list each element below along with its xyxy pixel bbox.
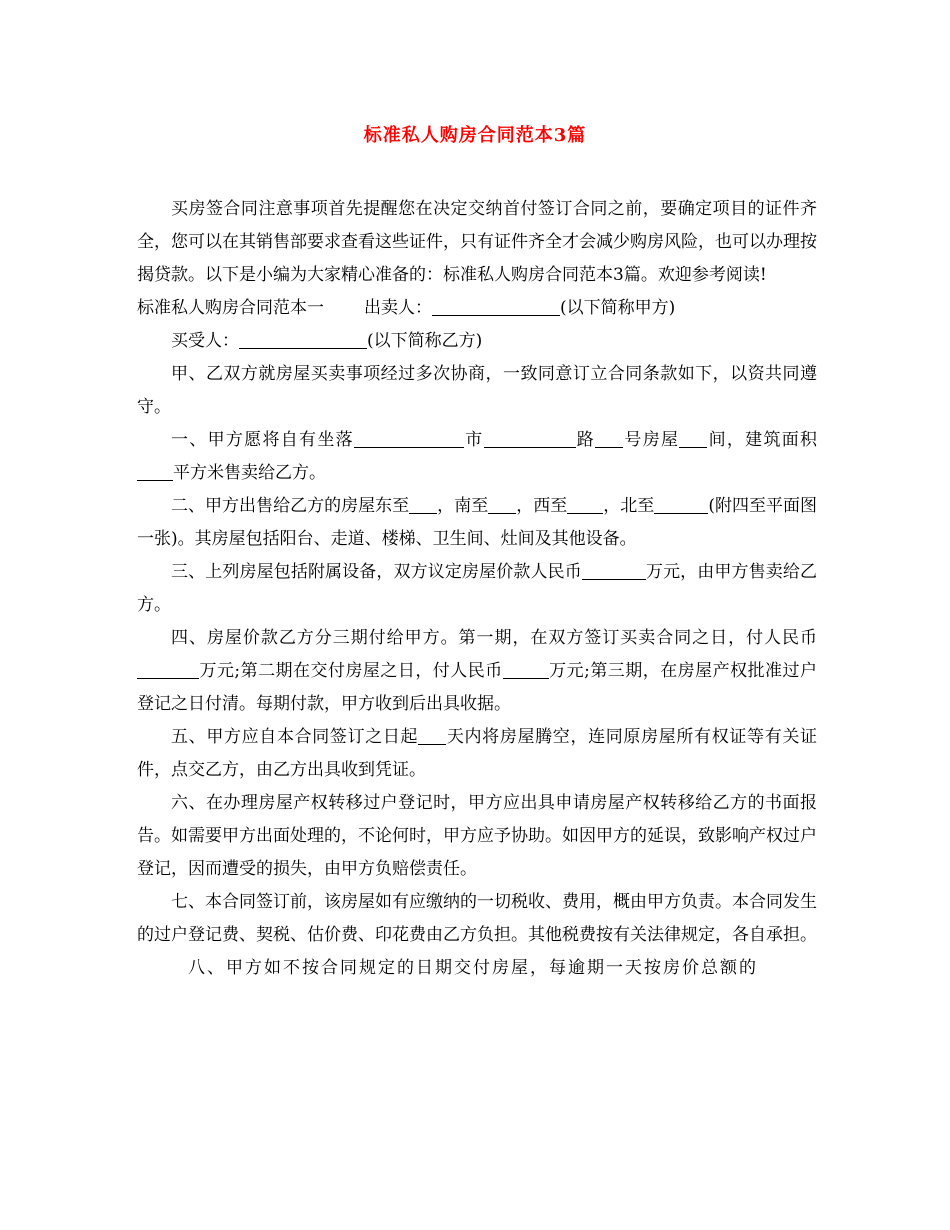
buyer-label: 买受人：	[171, 331, 239, 351]
blank	[503, 660, 549, 679]
clause-1	[137, 424, 817, 490]
blank	[654, 495, 708, 514]
blank	[137, 660, 199, 679]
blank	[582, 561, 646, 580]
clause-2-text: ，南至	[437, 496, 489, 516]
blank	[409, 495, 437, 514]
blank	[679, 429, 707, 448]
clause-2-text: (附四至平面图一张)。其房屋包括阳台、走道、楼梯、卫生间、灶间及其他设备。	[137, 496, 818, 549]
blank	[418, 726, 446, 745]
clause-4	[137, 622, 817, 721]
agreement-paragraph: 甲、乙双方就房屋买卖事项经过多次协商，一致同意订立合同条款如下，以资共同遵守。	[137, 364, 817, 417]
clause-1-text: 市	[463, 430, 484, 450]
document-title: 标准私人购房合同范本3篇	[363, 125, 587, 146]
buyer-line	[137, 325, 817, 358]
clause-7: 七、本合同签订前，该房屋如有应缴纳的一切税收、费用，概由甲方负责。本合同发生的过户登记费、契税、估价费、印花费由乙方负担。其他税费按有关法律规定，各自承担。	[137, 892, 817, 945]
seller-blank	[432, 297, 560, 316]
clause-4-text: 万元;第三期，在房屋产权批准过户登记之日付清。每期付款，甲方收到后出具收据。	[137, 661, 817, 714]
clause-8: 八、甲方如不按合同规定的日期交付房屋，每逾期一天按房价总额的	[188, 958, 758, 978]
seller-line	[137, 292, 817, 325]
sample-heading: 标准私人购房合同范本一	[137, 298, 324, 318]
clause-2-text: ，北至	[603, 496, 655, 516]
blank	[354, 429, 464, 448]
blank	[484, 429, 576, 448]
clause-4-text: 四、房屋价款乙方分三期付给甲方。第一期，在双方签订买卖合同之日，付人民币	[171, 628, 817, 648]
clause-6: 六、在办理房屋产权转移过户登记时，甲方应出具申请房屋产权转移给乙方的书面报告。如需要甲方出面处理的，不论何时，甲方应予协助。如因甲方的延误，致影响产权过户登记，因而遭受的损失，由甲方负赔偿责任。	[137, 793, 817, 879]
clause-1-text: 间，建筑面积	[707, 430, 818, 450]
clause-1-text: 一、甲方愿将自有坐落	[171, 430, 354, 450]
clause-1-text: 号房屋	[623, 430, 680, 450]
clause-1-text: 平方米售卖给乙方。	[173, 463, 326, 483]
seller-suffix: (以下简称甲方)	[560, 298, 676, 318]
clause-5-text: 五、甲方应自本合同签订之日起	[171, 727, 419, 747]
clause-3	[137, 556, 817, 622]
intro-paragraph: 买房签合同注意事项首先提醒您在决定交纳首付签订合同之前，要确定项目的证件齐全，您可以在其销售部要求查看这些证件，只有证件齐全才会减少购房风险，也可以办理按揭贷款。以下是小编为大家精心准备的：标准私人购房合同范本3篇。欢迎参考阅读!	[137, 199, 817, 285]
clause-1-text: 路	[575, 430, 596, 450]
seller-label: 出卖人：	[364, 298, 432, 318]
buyer-suffix: (以下简称乙方)	[367, 331, 483, 351]
clause-3-text: 万元，由甲方售卖给乙方。	[137, 562, 818, 615]
clause-2-text: 二、甲方出售给乙方的房屋东至	[171, 496, 410, 516]
clause-2-text: ，西至	[516, 496, 568, 516]
blank	[488, 495, 516, 514]
clause-5-text: 天内将房屋腾空，连同原房屋所有权证等有关证件，点交乙方，由乙方出具收到凭证。	[137, 727, 818, 780]
clause-2	[137, 490, 817, 556]
buyer-blank	[239, 330, 367, 349]
blank	[137, 462, 173, 481]
clause-5	[137, 721, 817, 787]
clause-4-text: 万元;第二期在交付房屋之日，付人民币	[199, 661, 503, 681]
clause-3-text: 三、上列房屋包括附属设备，双方议定房屋价款人民币	[171, 562, 582, 582]
document-body	[137, 193, 817, 985]
blank	[595, 429, 623, 448]
blank	[567, 495, 603, 514]
